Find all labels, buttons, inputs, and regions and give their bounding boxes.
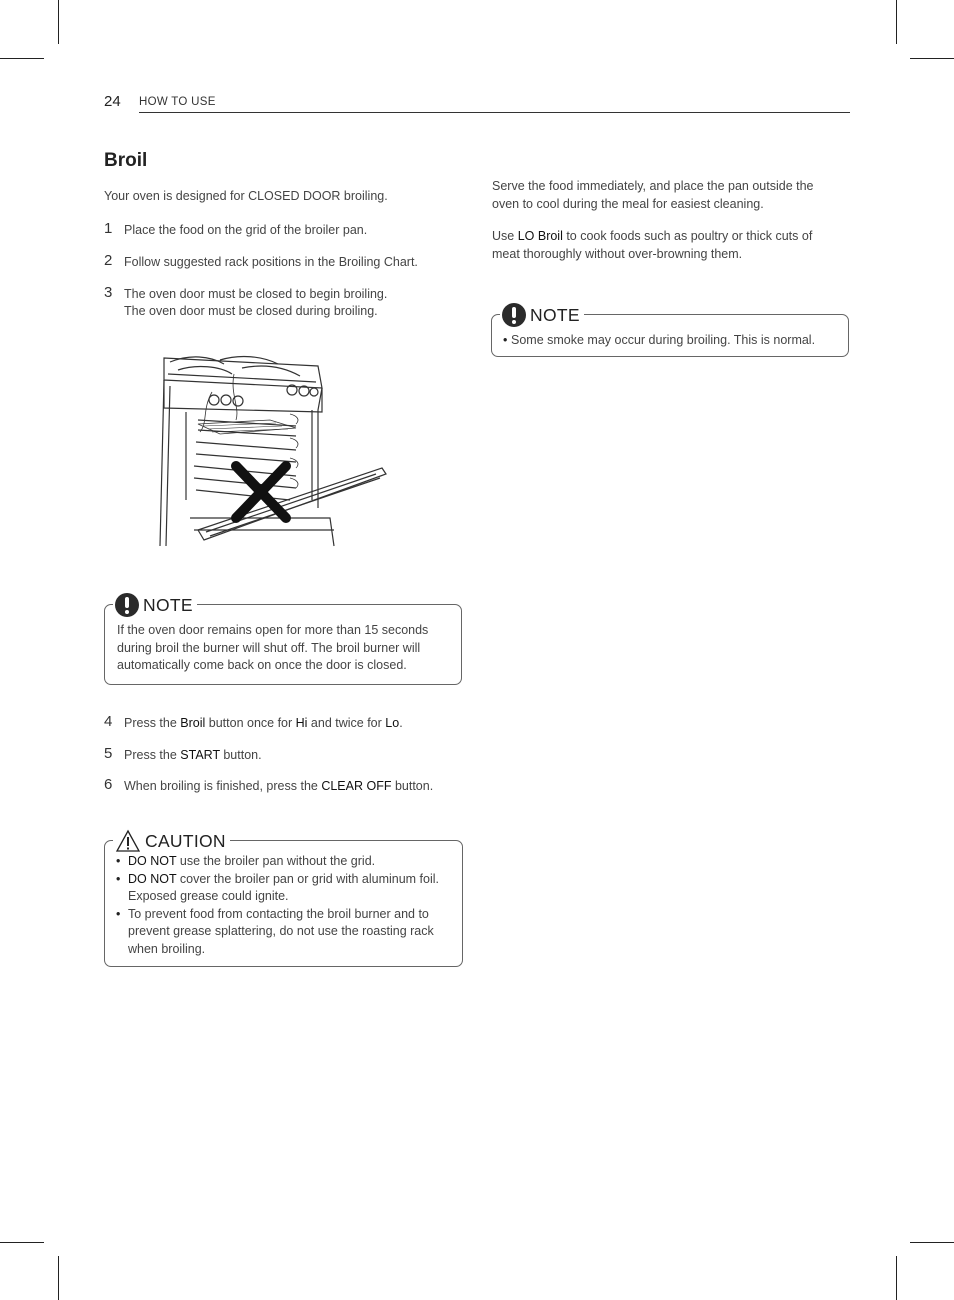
step-text: Follow suggested rack positions in the Broiling Chart. bbox=[124, 255, 418, 269]
exclamation-icon bbox=[115, 593, 139, 617]
start-button-label: START bbox=[180, 748, 220, 762]
step-text bbox=[124, 286, 387, 319]
text-run: Use bbox=[492, 229, 518, 243]
text-run: Press the bbox=[124, 716, 181, 730]
text-run: to cook foods such as poultry or thick cuts of meat thoroughly without over-browning them. bbox=[492, 229, 813, 261]
text-run: Press the bbox=[124, 748, 181, 762]
step-text: Place the food on the grid of the broiler pan. bbox=[124, 223, 368, 237]
note-item: • Some smoke may occur during broiling. This is normal. bbox=[503, 332, 839, 350]
do-not-label: DO NOT bbox=[128, 854, 177, 868]
page-title: Broil bbox=[104, 150, 148, 171]
step-text-line: The oven door must be closed to begin broiling. bbox=[124, 287, 388, 301]
warning-triangle-icon bbox=[115, 829, 141, 853]
text-run: To prevent food from contacting the broil burner and to prevent grease splattering, do not use the roasting rack when broiling. bbox=[128, 906, 434, 956]
text-run: button. bbox=[391, 779, 434, 793]
note-list bbox=[503, 332, 839, 350]
lo-label: Lo bbox=[385, 716, 400, 730]
note-box bbox=[491, 304, 849, 357]
note-title: NOTE bbox=[143, 594, 193, 615]
text-run: and twice for bbox=[307, 716, 386, 730]
range-open-door-illustration bbox=[150, 350, 395, 548]
page-number: 24 bbox=[104, 93, 121, 110]
note-box bbox=[104, 594, 462, 685]
crop-mark bbox=[896, 1256, 897, 1300]
caution-item bbox=[116, 906, 452, 959]
step-text bbox=[124, 778, 433, 795]
step-number: 3 bbox=[104, 284, 113, 301]
caution-list bbox=[116, 853, 452, 958]
caution-box bbox=[104, 830, 463, 967]
text-run: use the broiler pan without the grid. bbox=[176, 854, 376, 868]
caution-title: CAUTION bbox=[145, 830, 226, 851]
text-run: When broiling is finished, press the bbox=[124, 779, 322, 793]
text-run: cover the broiler pan or grid with aluminum foil. Exposed grease could ignite. bbox=[128, 871, 440, 903]
note-heading bbox=[500, 302, 584, 328]
lo-broil-paragraph bbox=[492, 228, 842, 263]
step-number: 1 bbox=[104, 220, 113, 237]
do-not-label: DO NOT bbox=[128, 871, 177, 886]
text-run: button once for bbox=[205, 716, 296, 730]
hi-label: Hi bbox=[295, 716, 308, 730]
serve-paragraph: Serve the food immediately, and place the pan outside the oven to cool during the meal for easiest cleaning. bbox=[492, 179, 814, 211]
intro-text: Your oven is designed for CLOSED DOOR broiling. bbox=[104, 189, 388, 203]
caution-item bbox=[116, 871, 452, 906]
step-text bbox=[124, 715, 403, 732]
header-rule bbox=[139, 112, 850, 113]
section-label: HOW TO USE bbox=[139, 96, 216, 108]
crop-mark bbox=[0, 58, 44, 59]
note-title: NOTE bbox=[530, 304, 580, 325]
text-run: . bbox=[399, 716, 403, 730]
page-header bbox=[104, 93, 850, 113]
note-text: If the oven door remains open for more than 15 seconds during broil the burner will shut off. The broil burner will automatically come back on once the door is closed. bbox=[117, 623, 429, 672]
broil-button-label: Broil bbox=[180, 716, 206, 730]
step-number: 5 bbox=[104, 745, 113, 762]
exclamation-icon bbox=[502, 303, 526, 327]
caution-heading bbox=[113, 828, 230, 854]
crop-mark bbox=[910, 58, 954, 59]
step-number: 4 bbox=[104, 713, 113, 730]
step-text bbox=[124, 747, 262, 764]
crop-mark bbox=[0, 1242, 44, 1243]
crop-mark bbox=[910, 1242, 954, 1243]
lo-broil-label: LO Broil bbox=[517, 229, 563, 243]
crop-mark bbox=[896, 0, 897, 44]
step-number: 6 bbox=[104, 776, 113, 793]
crop-mark bbox=[58, 1256, 59, 1300]
note-heading bbox=[113, 592, 197, 618]
crop-mark bbox=[58, 0, 59, 44]
text-run: button. bbox=[219, 748, 262, 762]
step-number: 2 bbox=[104, 252, 113, 269]
clear-off-button-label: CLEAR OFF bbox=[321, 779, 392, 793]
step-text-line: The oven door must be closed during broiling. bbox=[124, 303, 378, 318]
caution-item bbox=[116, 853, 452, 871]
